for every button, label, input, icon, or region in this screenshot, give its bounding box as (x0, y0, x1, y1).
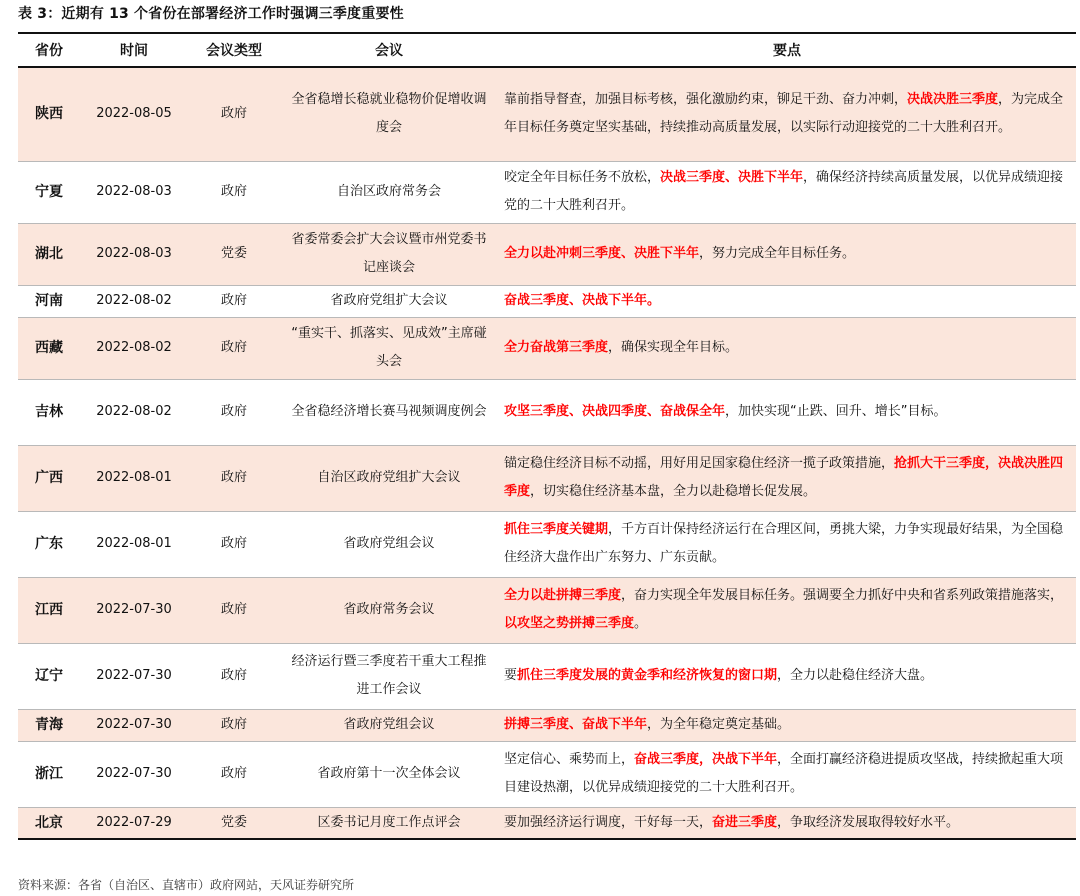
date-cell: 2022-07-29 (80, 807, 188, 839)
point-text: 坚定信心、乘势而上， (504, 752, 635, 767)
table-caption: 表 3：近期有 13 个省份在部署经济工作时强调三季度重要性 (18, 6, 404, 22)
highlight-text: 攻坚三季度、决战四季度、奋战保全年 (504, 404, 726, 419)
point-text: ，努力完成全年目标任务。 (699, 246, 856, 261)
meeting-cell: 省政府党组会议 (280, 511, 498, 577)
province-cell: 广西 (18, 445, 80, 511)
meeting-cell: 自治区政府党组扩大会议 (280, 445, 498, 511)
highlight-text: 决战三季度、决胜下半年 (660, 170, 804, 185)
meeting-type-cell: 政府 (188, 741, 280, 807)
meeting-cell: 省政府党组会议 (280, 709, 498, 741)
key-points-cell (498, 741, 1076, 807)
highlight-text: 决战决胜三季度 (907, 92, 999, 108)
point-text: ，确保实现全年目标。 (608, 340, 739, 355)
meeting-type-cell: 党委 (188, 807, 280, 839)
table-row (18, 379, 1076, 445)
point-text: 要加强经济运行调度，干好每一天， (504, 814, 713, 830)
date-cell: 2022-07-30 (80, 709, 188, 741)
date-cell: 2022-08-01 (80, 511, 188, 577)
meeting-type-cell: 政府 (188, 577, 280, 643)
highlight-text: 全力以赴冲刺三季度、决胜下半年 (504, 246, 700, 261)
key-points-cell (498, 807, 1076, 839)
point-text: ，加快实现“止跌、回升、增长”目标。 (725, 404, 947, 419)
date-cell: 2022-08-02 (80, 317, 188, 379)
header-meeting-type: 会议类型 (188, 33, 280, 67)
highlight-text: 抓住三季度关键期 (504, 522, 609, 537)
date-cell: 2022-08-01 (80, 445, 188, 511)
highlight-text: 抓住三季度发展的黄金季和经济恢复的窗口期 (517, 668, 778, 683)
point-text: 靠前指导督查，加强目标考核，强化激励约束，铆足干劲、奋力冲刺， (504, 92, 908, 108)
province-cell: 宁夏 (18, 161, 80, 223)
province-cell: 浙江 (18, 741, 80, 807)
meeting-cell: 省政府常务会议 (280, 577, 498, 643)
date-cell: 2022-08-03 (80, 161, 188, 223)
header-date: 时间 (80, 33, 188, 67)
table-row (18, 285, 1076, 317)
meeting-cell: 全省稳经济增长赛马视频调度例会 (280, 379, 498, 445)
province-cell: 河南 (18, 285, 80, 317)
meeting-type-cell: 政府 (188, 161, 280, 223)
meeting-type-cell: 政府 (188, 67, 280, 161)
province-cell: 湖北 (18, 223, 80, 285)
table-row (18, 643, 1076, 709)
meeting-type-cell: 政府 (188, 709, 280, 741)
key-points-cell (498, 445, 1076, 511)
table-row (18, 577, 1076, 643)
date-cell: 2022-08-02 (80, 379, 188, 445)
point-text: 咬定全年目标任务不放松， (504, 170, 661, 185)
date-cell: 2022-07-30 (80, 741, 188, 807)
meeting-type-cell: 政府 (188, 285, 280, 317)
key-points-cell (498, 161, 1076, 223)
table-row (18, 511, 1076, 577)
highlight-text: 全力奋战第三季度 (504, 340, 609, 355)
table-header-row (18, 33, 1076, 67)
point-text: ，为全年稳定奠定基础。 (647, 717, 791, 732)
highlight-text: 拼搏三季度、奋战下半年 (504, 717, 648, 732)
source-note: 资料来源：各省（自治区、直辖市）政府网站，天风证券研究所 (18, 878, 355, 892)
highlight-text: 抢抓大干三季度，决战决胜四季度 (504, 456, 1064, 499)
key-points-cell (498, 223, 1076, 285)
province-cell: 辽宁 (18, 643, 80, 709)
header-meeting: 会议 (280, 33, 498, 67)
key-points-cell (498, 67, 1076, 161)
meeting-cell: 省政府第十一次全体会议 (280, 741, 498, 807)
date-cell: 2022-07-30 (80, 643, 188, 709)
table-container (18, 32, 1076, 840)
meeting-cell: 全省稳增长稳就业稳物价促增收调度会 (280, 67, 498, 161)
province-cell: 陕西 (18, 67, 80, 161)
point-text: ，全力以赴稳住经济大盘。 (777, 668, 934, 683)
province-cell: 青海 (18, 709, 80, 741)
point-text: ，确保经济持续高质量发展，以优异成绩迎接党的二十大胜利召开。 (504, 170, 1064, 213)
meeting-cell: “重实干、抓落实、见成效”主席碰头会 (280, 317, 498, 379)
table-row (18, 807, 1076, 839)
highlight-text: 以攻坚之势拼搏三季度 (504, 616, 635, 631)
point-text: 要 (504, 668, 518, 683)
meeting-cell: 省委常委会扩大会议暨市州党委书记座谈会 (280, 223, 498, 285)
province-cell: 吉林 (18, 379, 80, 445)
highlight-text: 全力以赴拼搏三季度 (504, 588, 622, 603)
meeting-type-cell: 政府 (188, 379, 280, 445)
header-key-points: 要点 (498, 33, 1076, 67)
point-text: ，争取经济发展取得较好水平。 (777, 814, 960, 830)
table-row (18, 709, 1076, 741)
key-points-cell (498, 709, 1076, 741)
meeting-cell: 经济运行暨三季度若干重大工程推进工作会议 (280, 643, 498, 709)
meeting-cell: 区委书记月度工作点评会 (280, 807, 498, 839)
key-points-cell (498, 285, 1076, 317)
province-cell: 北京 (18, 807, 80, 839)
point-text: 锚定稳住经济目标不动摇，用好用足国家稳住经济一揽子政策措施， (504, 456, 895, 471)
key-points-cell (498, 379, 1076, 445)
date-cell: 2022-07-30 (80, 577, 188, 643)
table-row (18, 741, 1076, 807)
table-row (18, 445, 1076, 511)
key-points-cell (498, 317, 1076, 379)
meeting-type-cell: 政府 (188, 317, 280, 379)
province-cell: 江西 (18, 577, 80, 643)
table-row (18, 67, 1076, 161)
point-text: ，切实稳住经济基本盘，全力以赴稳增长促发展。 (530, 484, 817, 499)
meeting-cell: 自治区政府常务会 (280, 161, 498, 223)
province-meeting-table (18, 32, 1076, 840)
province-cell: 西藏 (18, 317, 80, 379)
date-cell: 2022-08-03 (80, 223, 188, 285)
table-body (18, 67, 1076, 839)
table-row (18, 161, 1076, 223)
meeting-type-cell: 政府 (188, 643, 280, 709)
meeting-type-cell: 政府 (188, 511, 280, 577)
date-cell: 2022-08-02 (80, 285, 188, 317)
header-province: 省份 (18, 33, 80, 67)
meeting-type-cell: 党委 (188, 223, 280, 285)
point-text: ，全面打赢经济稳进提质攻坚战，持续掀起重大项目建设热潮，以优异成绩迎接党的二十大胜利召开。 (504, 752, 1064, 795)
highlight-text: 奋战三季度，决战下半年 (634, 752, 778, 767)
point-text: ，为完成全年目标任务奠定坚实基础，持续推动高质量发展，以实际行动迎接党的二十大胜利召开。 (504, 92, 1064, 136)
meeting-cell: 省政府党组扩大会议 (280, 285, 498, 317)
highlight-text: 奋战三季度、决战下半年。 (504, 293, 661, 308)
point-text: ，千方百计保持经济运行在合理区间，勇挑大梁，力争实现最好结果，为全国稳住经济大盘作出广东努力、广东贡献。 (504, 522, 1064, 565)
table-row (18, 223, 1076, 285)
point-text: 。 (634, 616, 648, 631)
table-row (18, 317, 1076, 379)
key-points-cell (498, 643, 1076, 709)
province-cell: 广东 (18, 511, 80, 577)
highlight-text: 奋进三季度 (712, 814, 778, 830)
point-text: ，奋力实现全年发展目标任务。强调要全力抓好中央和省系列政策措施落实， (621, 588, 1064, 603)
date-cell: 2022-08-05 (80, 67, 188, 161)
key-points-cell (498, 511, 1076, 577)
key-points-cell (498, 577, 1076, 643)
meeting-type-cell: 政府 (188, 445, 280, 511)
